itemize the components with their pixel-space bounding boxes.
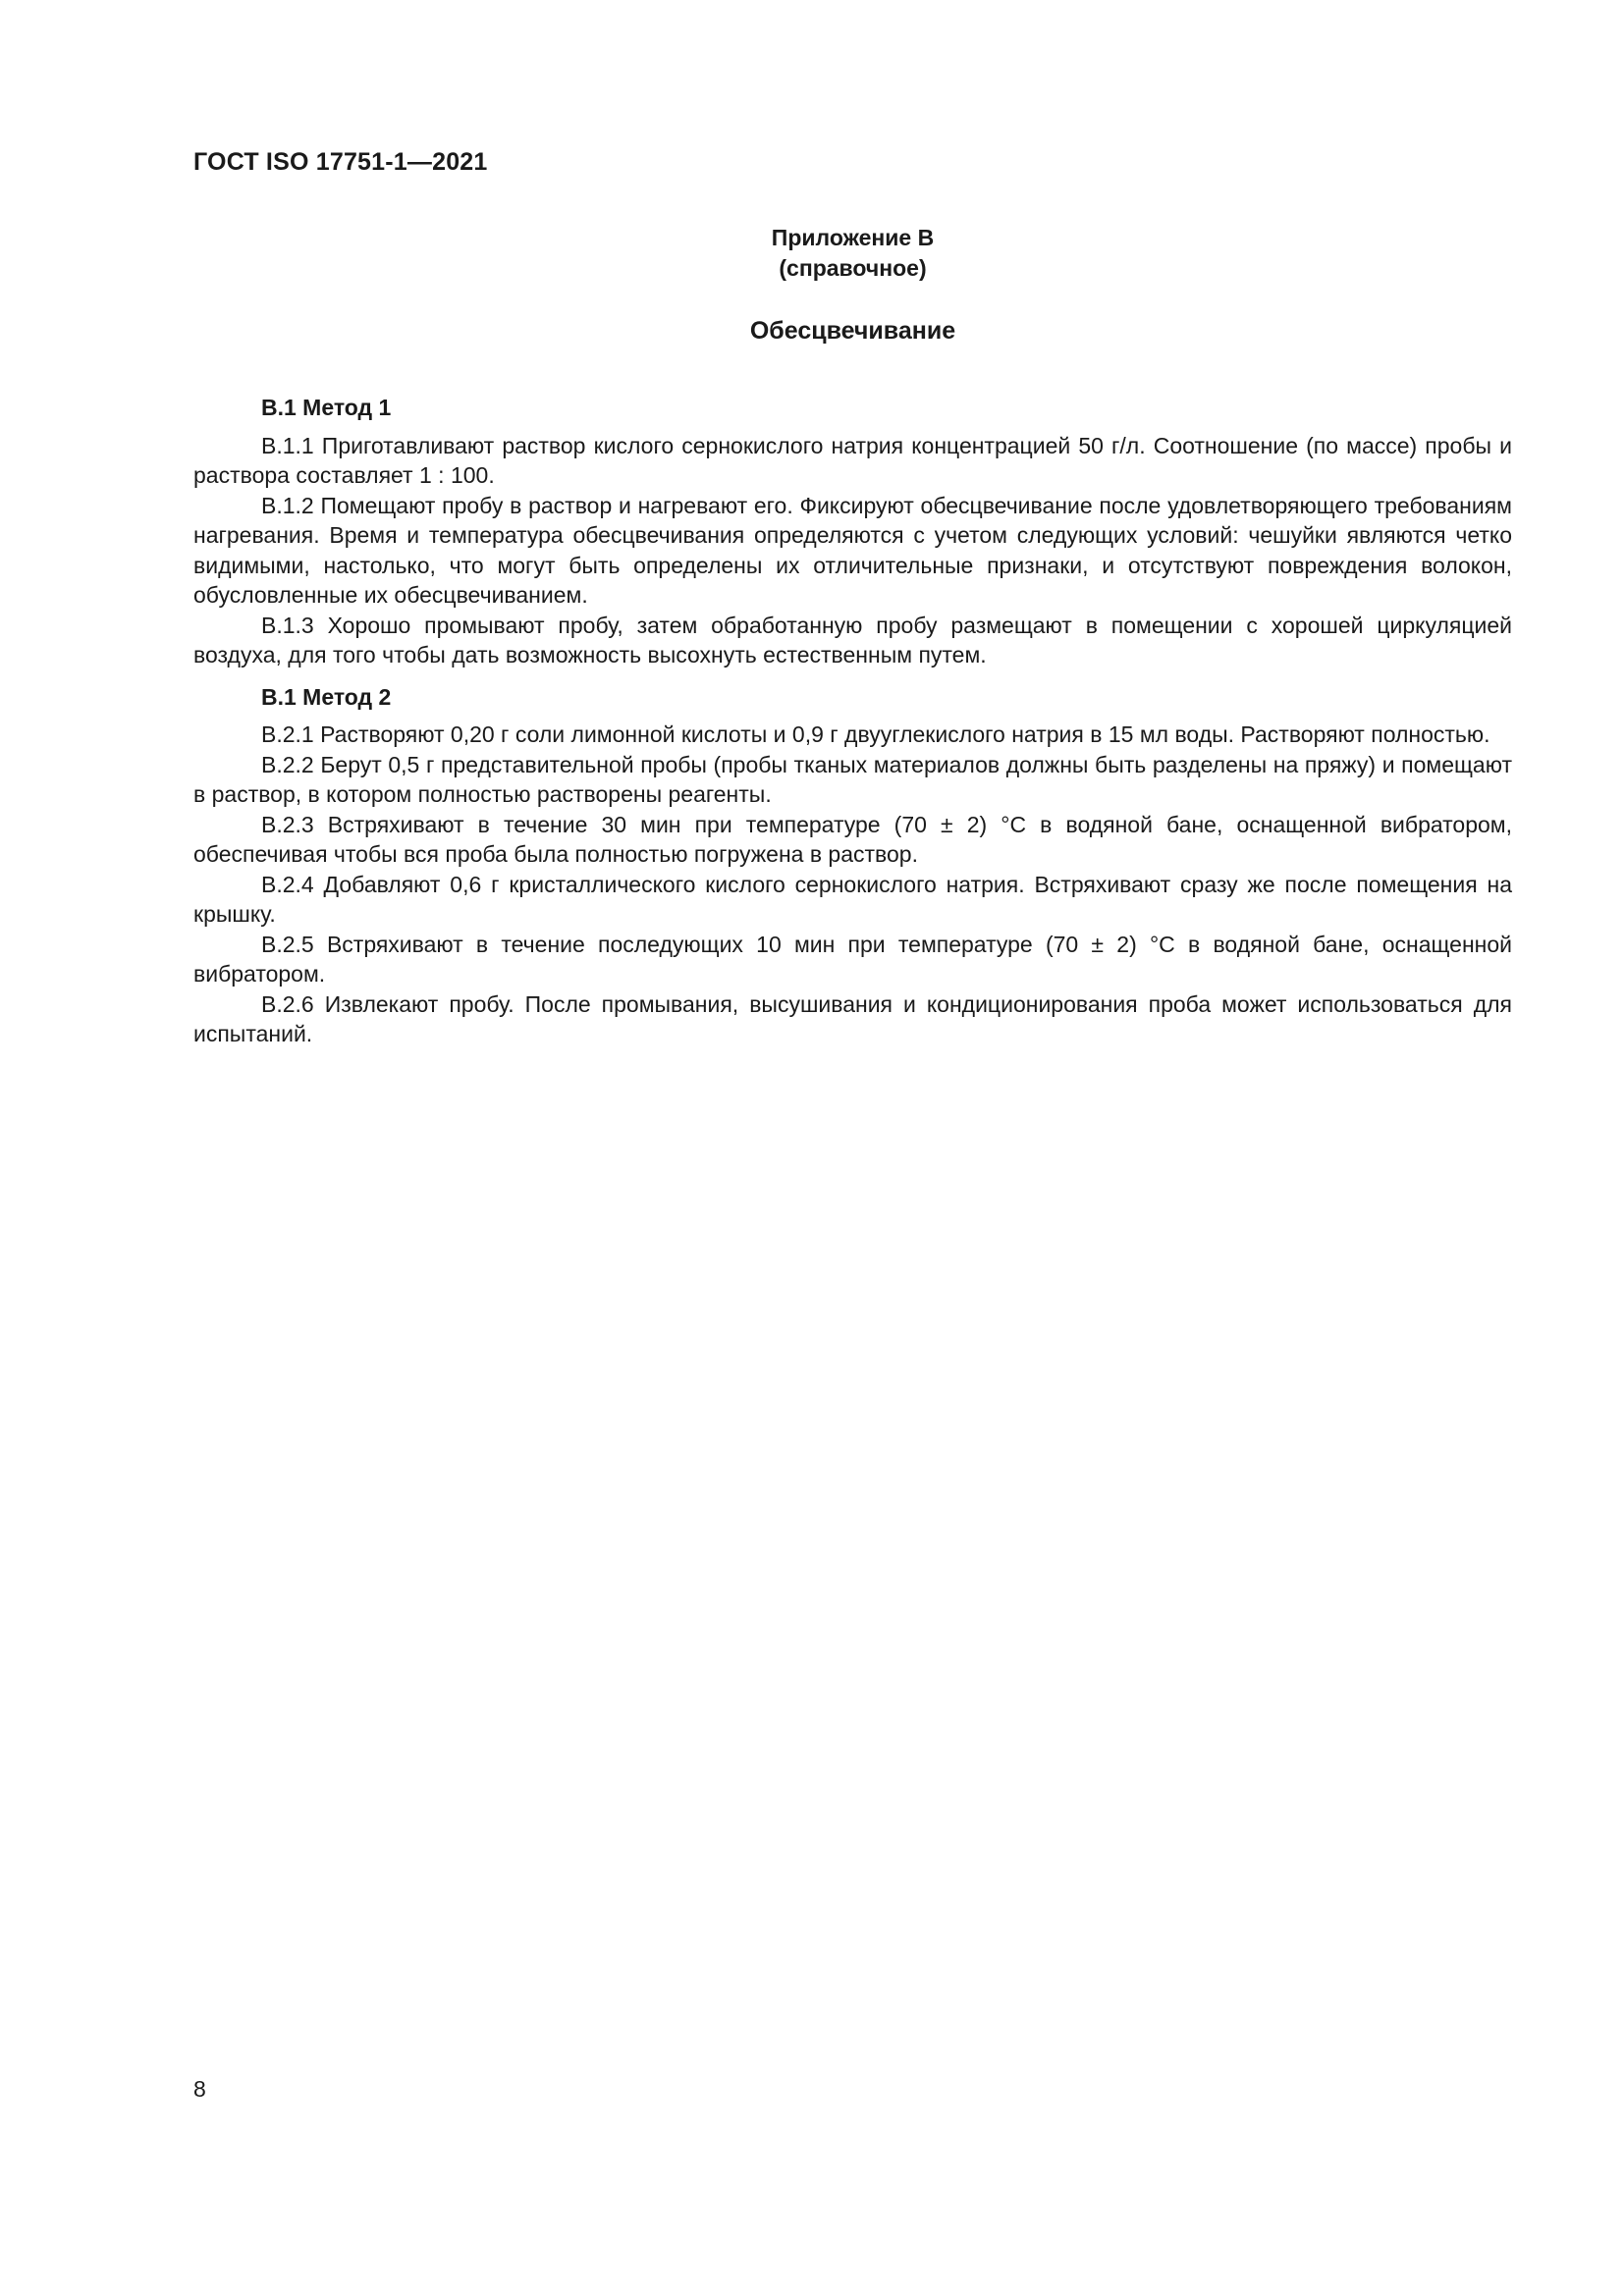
annex-title: Приложение В bbox=[771, 225, 935, 250]
paragraph-b-1-2: В.1.2 Помещают пробу в раствор и нагревают его. Фиксируют обесцвечивание после удовлетворяющего требованиям нагревания. Время и температура обесцвечивания определяются с учетом следующих условий: чешуйки являются четко видимыми, настолько, что могут быть определены их отличительные признаки, и отсутствуют повреждения волокон, обусловленные их обесцвечиванием. bbox=[193, 492, 1512, 608]
annex-status: (справочное) bbox=[779, 255, 927, 281]
paragraph-b-1-1: В.1.1 Приготавливают раствор кислого сернокислого натрия концентрацией 50 г/л. Соотношение (по массе) пробы и раствора составляет 1 : 100. bbox=[193, 432, 1512, 488]
paragraph-b-2-4: В.2.4 Добавляют 0,6 г кристаллического кислого сернокислого натрия. Встряхивают сразу же после помещения на крышку. bbox=[193, 871, 1512, 927]
paragraph-b-2-2: В.2.2 Берут 0,5 г представительной пробы (пробы тканых материалов должны быть разделены на пряжу) и помещают в раствор, в котором полностью растворены реагенты. bbox=[193, 751, 1512, 807]
paragraph-b-1-3: В.1.3 Хорошо промывают пробу, затем обработанную пробу размещают в помещении с хорошей циркуляцией воздуха, для того чтобы дать возможность высохнуть естественным путем. bbox=[193, 612, 1512, 667]
page-number: 8 bbox=[193, 2076, 206, 2102]
annex-body bbox=[193, 393, 1512, 1049]
paragraph-b-2-5: В.2.5 Встряхивают в течение последующих 10 мин при температуре (70 ± 2) °С в водяной бане, оснащенной вибратором. bbox=[193, 931, 1512, 987]
annex-heading: Обесцвечивание bbox=[749, 317, 956, 345]
paragraph-b-2-3: В.2.3 Встряхивают в течение 30 мин при температуре (70 ± 2) °С в водяной бане, оснащенной вибратором, обеспечивая чтобы вся проба была полностью погружена в раствор. bbox=[193, 811, 1512, 867]
section-heading-method-1: В.1 Метод 1 bbox=[261, 395, 392, 420]
paragraph-b-2-6: В.2.6 Извлекают пробу. После промывания, высушивания и кондиционирования проба может использоваться для испытаний. bbox=[193, 990, 1512, 1046]
paragraph-b-2-1: В.2.1 Растворяют 0,20 г соли лимонной кислоты и 0,9 г двууглекислого натрия в 15 мл воды. Растворяют полностью. bbox=[261, 721, 1490, 747]
document-designation: ГОСТ ISO 17751-1—2021 bbox=[193, 148, 488, 176]
section-heading-method-2: В.1 Метод 2 bbox=[261, 683, 392, 710]
